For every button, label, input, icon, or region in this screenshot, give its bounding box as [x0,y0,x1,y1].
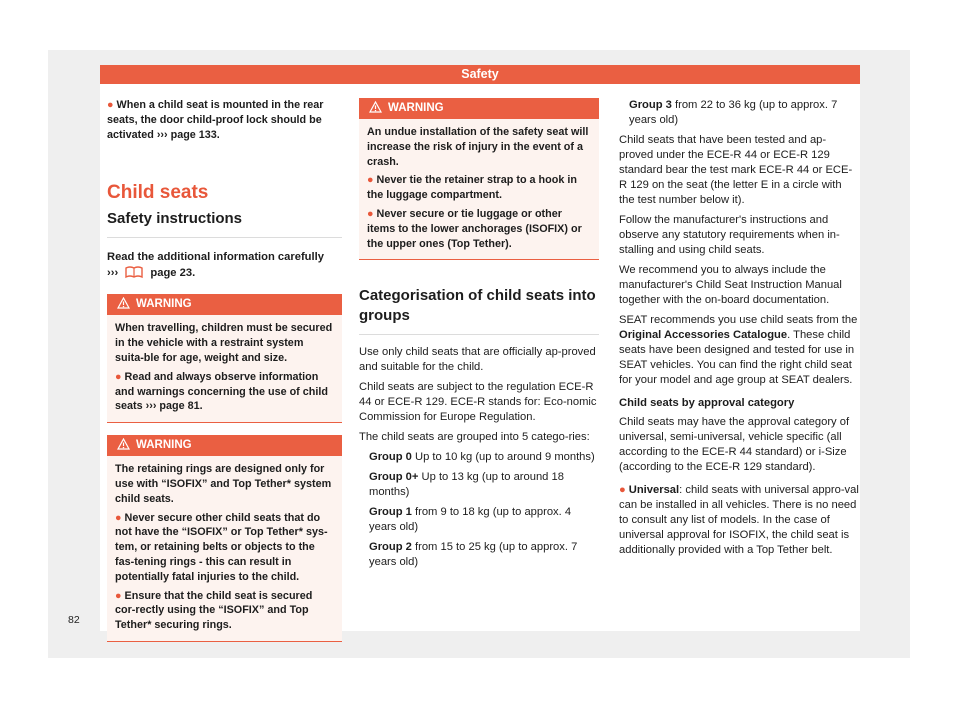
body-paragraph: SEAT recommends you use child seats from the Original Accessories Catalogue. These child seats have been designed and tested for use in SEAT vehicles. You can find the right child seat for your model and age group at SEAT dealers. [619,314,858,386]
book-icon [124,265,144,284]
warning-header: WARNING [107,294,342,315]
warning-text: When travelling, children must be secured in the vehicle with a restraint system suita-ble for age, weight and size. [115,322,333,364]
subsection-title: Safety instructions [107,210,243,228]
header-title: Safety [461,67,499,81]
group-item: Group 1 from 9 to 18 kg (up to approx. 4 years old) [369,506,572,534]
read-more-note: Read the additional information carefully ››› page 23. [107,250,342,284]
warning-box [107,435,342,642]
page-header [100,65,860,84]
section-header [359,286,599,335]
bullet-icon: ● [107,99,114,111]
warning-bullet: ● Never secure or tie luggage or other items to the lower anchorages (ISOFIX) or the upper ones (Top Tether). [367,207,582,250]
page-reference-link[interactable]: ››› page 81. [145,400,203,413]
warning-header: WARNING [107,435,342,456]
warning-triangle-icon [117,296,130,317]
subsection-header [107,210,342,238]
body-paragraph: Child seats may have the approval category of universal, semi-universal, vehicle specific (all according to the ECE-R 44 standard) or i-Size (according to the ECE-R 129 standard). [619,416,850,473]
body-paragraph: Child seats that have been tested and ap-proved under the ECE-R 44 or ECE-R 129 standard bear the test mark ECE-R 44 or ECE-R 129 on the seat (the letter E in a circle with the test number below it). [619,134,853,206]
intro-note: ● When a child seat is mounted in the rear seats, the door child-proof lock should be activated ››› page 133. [107,99,324,141]
warning-bullet: ● Read and always observe information and warnings concerning the use of child seats ››› page 81. [115,370,328,413]
column-middle [359,98,599,570]
warning-text: An undue installation of the safety seat will increase the risk of injury in the event of a crash. [367,126,589,168]
page-reference-link[interactable]: ››› page 133. [156,128,220,141]
warning-triangle-icon [369,100,382,121]
body-paragraph: Use only child seats that are officially ap-proved and suitable for the child. [359,346,596,374]
warning-box [359,98,599,260]
warning-text: The retaining rings are designed only for use with “ISOFIX” and Top Tether* system child seats. [115,463,332,505]
body-paragraph: Follow the manufacturer's instructions and observe any statutory requirements when in-stalling and using child seats. [619,214,840,256]
page-number: 82 [68,614,80,626]
group-item: Group 2 from 15 to 25 kg (up to approx. 7 years old) [369,541,578,569]
column-right [619,98,860,558]
column-left [107,98,342,642]
warning-bullet: ● Never secure other child seats that do not have the “ISOFIX” or Top Tether* sys-tem, or retaining belts or objects to the fas-tening rings - this can result in potentially fatal injuries to the child. [115,511,328,583]
section-title: Categorisation of child seats into groups [359,287,596,325]
catalogue-name: Original Accessories Catalogue [619,329,788,341]
group-item: Group 0+ Up to 13 kg (up to around 18 months) [369,471,564,499]
warning-header: WARNING [359,98,599,119]
group-item: Group 0 Up to 10 kg (up to around 9 months) [369,451,595,464]
page-reference-link[interactable]: page 23. [150,267,196,280]
group-item: Group 3 from 22 to 36 kg (up to approx. 7 years old) [629,99,838,126]
approval-heading: Child seats by approval category [619,397,795,409]
warning-box [107,294,342,423]
body-paragraph: The child seats are grouped into 5 catego-ries: [359,431,590,444]
warning-triangle-icon [117,437,130,458]
body-paragraph: Child seats are subject to the regulation ECE-R 44 or ECE-R 129. ECE-R stands for: Eco-nomic Commission for Europe Regulation. [359,381,597,424]
body-paragraph: We recommend you to always include the manufacturer's Child Seat Instruction Manual together with the on-board documentation. [619,264,842,306]
universal-bullet: ● Universal: child seats with universal appro-val can be installed in all vehicles. There is no need to consult any list of models. In the case of universal approval for ISOFIX, the child seat is additionally provided with a Top Tether belt. [619,484,859,556]
section-title: Child seats [107,182,209,204]
warning-bullet: ● Ensure that the child seat is secured cor-rectly using the “ISOFIX” and Top Tether* securing rings. [115,589,313,632]
warning-bullet: ● Never tie the retainer strap to a hook in the luggage compartment. [367,174,577,202]
